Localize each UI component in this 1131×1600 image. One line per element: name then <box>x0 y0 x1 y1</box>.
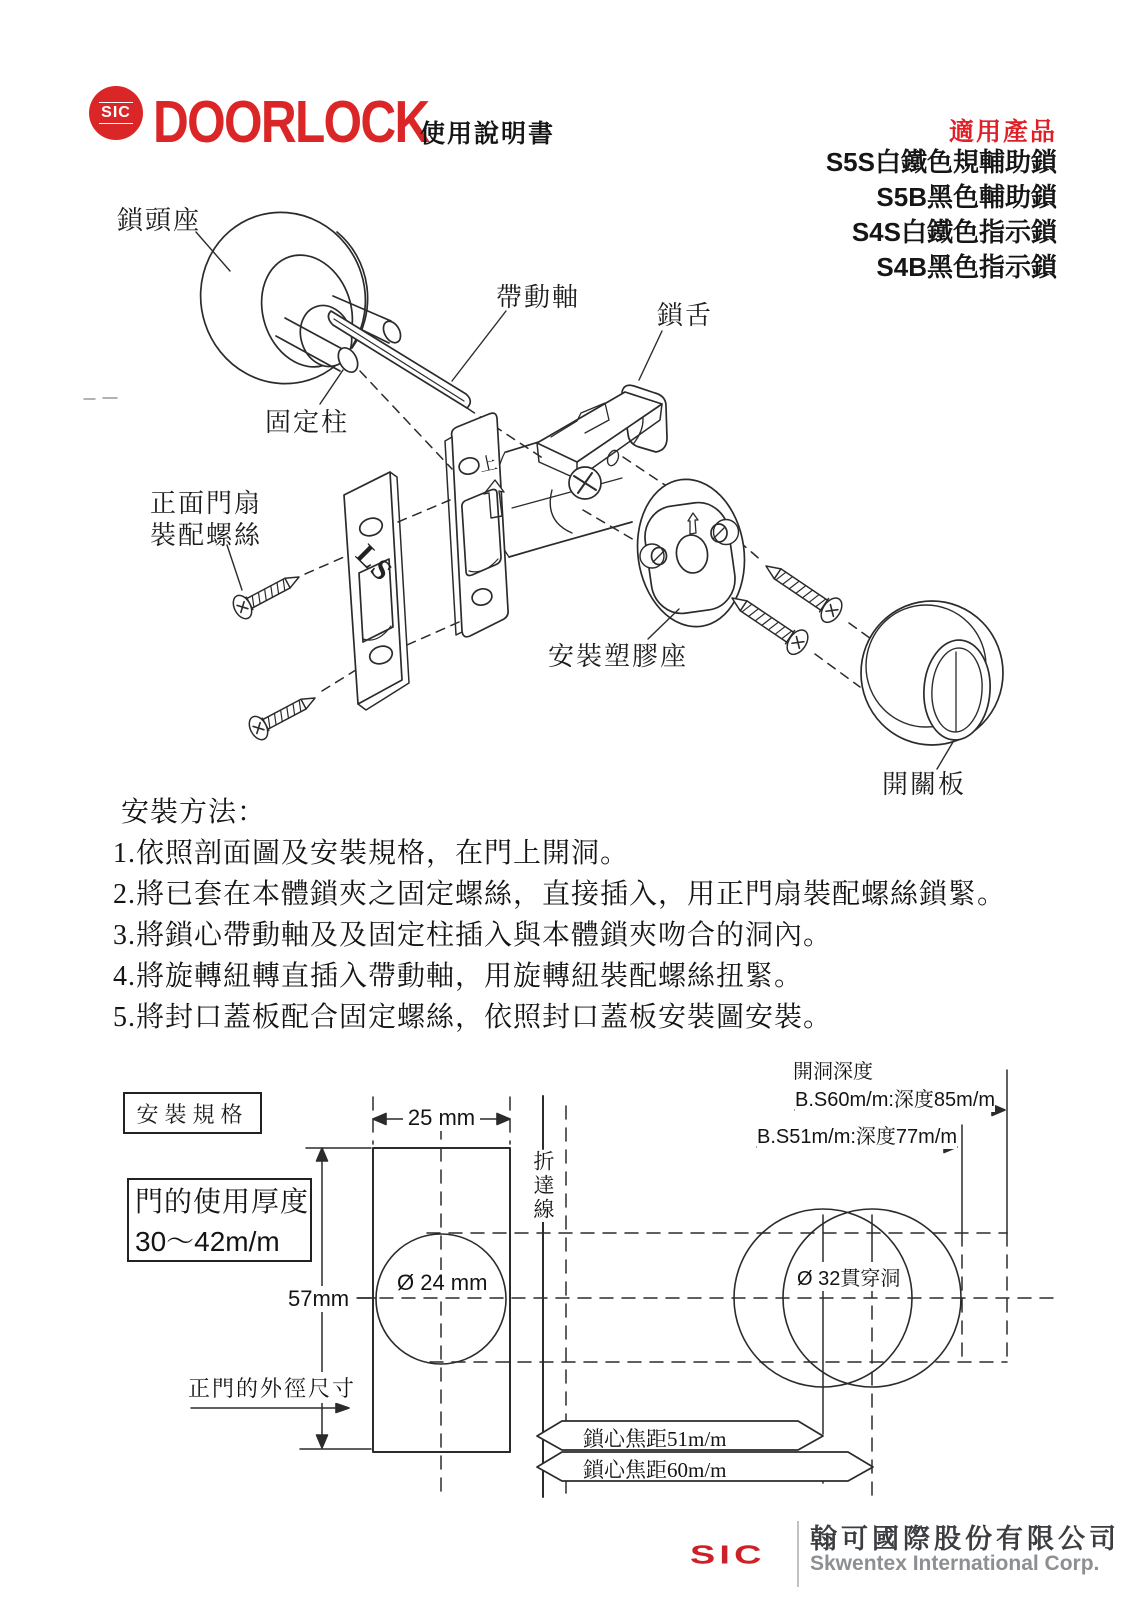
door-thickness-value: 30～42m/m <box>135 1226 280 1257</box>
faceplate-up-mark: 上 <box>477 452 500 476</box>
install-step: 2.將已套在本體鎖夾之固定螺絲，直接插入，用正門扇裝配螺絲鎖緊。 <box>113 879 1007 910</box>
door-thickness-box <box>127 1178 312 1262</box>
footer-divider <box>797 1521 799 1587</box>
label-drive-spindle: 帶動軸 <box>496 283 581 312</box>
hole-dimension: Ø 24 mm <box>397 1270 488 1295</box>
product-item: S5B黑色輔助鎖 <box>876 182 1057 212</box>
footer-company-en: Skwentex International Corp. <box>810 1552 1100 1575</box>
strike-plate-mark: LS <box>349 538 399 588</box>
manual-subtitle: 使用說明書 <box>420 120 556 148</box>
height-dimension: 57mm <box>288 1286 350 1311</box>
product-item: S4S白鐵色指示鎖 <box>851 217 1057 247</box>
footer-sic-logo: SIC <box>690 1539 766 1570</box>
label-front-screw-2: 裝配螺絲 <box>150 521 263 550</box>
applicable-products-title: 適用產品 <box>948 118 1057 146</box>
install-step: 1.依照剖面圖及安裝規格，在門上開洞。 <box>113 838 630 869</box>
install-step: 3.將鎖心帶動軸及及固定柱插入與本體鎖夾吻合的洞內。 <box>113 920 833 951</box>
applicable-products-list <box>757 145 1057 285</box>
depth-bs60: B.S60m/m:深度85m/m <box>795 1083 995 1112</box>
sic-logo-text: SIC <box>99 102 133 124</box>
fold-line-label: 折達線 <box>528 1150 558 1222</box>
label-switch-plate: 開關板 <box>882 770 967 799</box>
spec-label-box <box>123 1092 262 1134</box>
backset-60-label: 鎖心焦距60m/m <box>583 1458 727 1482</box>
product-item: S4B黑色指示鎖 <box>876 252 1057 282</box>
installation-instructions <box>113 792 1006 1038</box>
depth-bs51: B.S51m/m:深度77m/m <box>757 1120 957 1149</box>
spec-label: 安裝規格 <box>136 1101 249 1127</box>
label-front-screw-1: 正面門扇 <box>150 489 263 518</box>
sic-logo-icon <box>89 86 143 140</box>
backset-51-label: 鎖心焦距51m/m <box>583 1427 727 1451</box>
product-item: S5S白鐵色規輔助鎖 <box>825 147 1057 177</box>
footer-company-zh: 翰可國際股份有限公司 <box>810 1524 1120 1554</box>
door-thickness-label: 門的使用厚度 <box>135 1187 310 1218</box>
through-hole-label: Ø 32貫穿洞 <box>797 1262 900 1291</box>
door-outer-size-label: 正門的外徑尺寸 <box>188 1372 356 1403</box>
install-step: 4.將旋轉紐轉直插入帶動軸，用旋轉紐裝配螺絲扭緊。 <box>113 961 804 992</box>
width-dimension: 25 mm <box>403 1105 480 1131</box>
label-lock-head: 鎖頭座 <box>117 206 202 235</box>
instructions-title: 安裝方法： <box>121 797 267 828</box>
install-step: 5.將封口蓋板配合固定螺絲，依照封口蓋板安裝圖安裝。 <box>113 1002 833 1033</box>
label-fixing-post: 固定柱 <box>265 408 350 437</box>
label-plastic-mount: 安裝塑膠座 <box>548 642 689 671</box>
label-latch-bolt: 鎖舌 <box>657 301 714 330</box>
brand-title: DOORLOCK <box>153 89 429 155</box>
depth-title: 開洞深度 <box>793 1055 873 1084</box>
